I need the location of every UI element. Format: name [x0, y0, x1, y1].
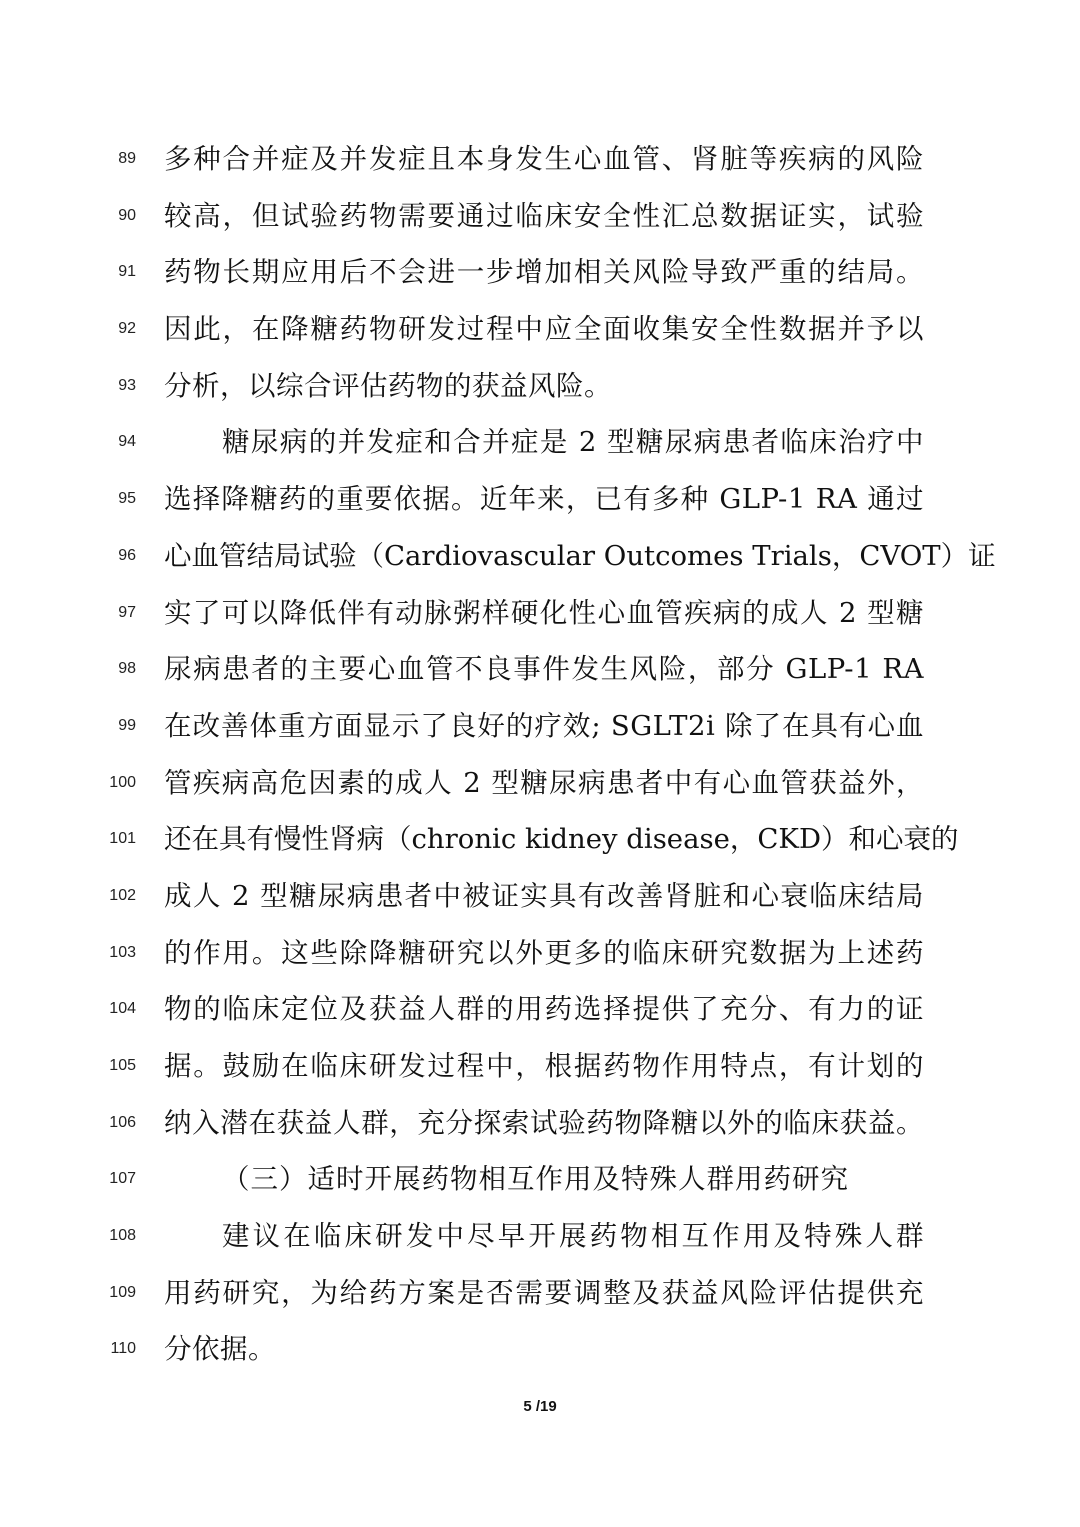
- body-text: 成人 2 型糖尿病患者中被证实具有改善肾脏和心衰临床结局: [164, 879, 924, 912]
- text-line: [0, 188, 1080, 245]
- body-text: 还在具有慢性肾病（chronic kidney disease，CKD）和心衰的: [164, 823, 959, 856]
- line-number: 102: [109, 886, 136, 904]
- text-line: [0, 981, 1080, 1038]
- line-number: 107: [109, 1170, 136, 1188]
- text-line: [0, 925, 1080, 982]
- body-text: 多种合并症及并发症且本身发生心血管、肾脏等疾病的风险: [164, 143, 924, 175]
- body-text: 糖尿病的并发症和合并症是 2 型糖尿病患者临床治疗中: [222, 426, 924, 459]
- line-number: 97: [118, 603, 136, 621]
- text-line: [0, 868, 1080, 925]
- text-line: [0, 471, 1080, 528]
- body-text: 因此，在降糖药物研发过程中应全面收集安全性数据并予以: [164, 313, 924, 346]
- body-text: 分析，以综合评估药物的获益风险。: [164, 369, 612, 402]
- body-text: 在改善体重方面显示了良好的疗效; SGLT2i 除了在具有心血: [164, 709, 924, 742]
- body-text: 物的临床定位及获益人群的用药选择提供了充分、有力的证: [164, 993, 924, 1026]
- line-number: 110: [110, 1340, 136, 1358]
- text-line: [0, 811, 1080, 868]
- line-number: 98: [118, 660, 136, 678]
- body-text: 建议在临床研发中尽早开展药物相互作用及特殊人群: [222, 1220, 924, 1253]
- line-number: 91: [118, 263, 136, 281]
- text-line: [0, 301, 1080, 358]
- text-line: [0, 1151, 1080, 1208]
- text-line: [0, 698, 1080, 755]
- body-text: 心血管结局试验（Cardiovascular Outcomes Trials，CVOT）证: [164, 539, 996, 572]
- body-text: 纳入潜在获益人群，充分探索试验药物降糖以外的临床获益。: [164, 1106, 924, 1139]
- text-line: [0, 131, 1080, 188]
- text-line: [0, 1038, 1080, 1095]
- line-number: 89: [118, 150, 136, 167]
- line-number: 90: [118, 206, 136, 224]
- line-number: 105: [109, 1057, 136, 1074]
- page-number: 5 /19: [523, 1398, 557, 1415]
- body-text: 尿病患者的主要心血管不良事件发生风险，部分 GLP-1 RA: [164, 653, 924, 686]
- text-line: [0, 1208, 1080, 1265]
- text-line: [0, 244, 1080, 301]
- line-number: 106: [109, 1113, 136, 1131]
- text-line: [0, 414, 1080, 471]
- line-number: 94: [118, 433, 136, 451]
- text-line: [0, 358, 1080, 415]
- text-line: [0, 755, 1080, 812]
- text-line: [0, 585, 1080, 642]
- line-number: 103: [109, 943, 136, 961]
- body-text: 的作用。这些除降糖研究以外更多的临床研究数据为上述药: [164, 936, 924, 969]
- line-number: 93: [118, 376, 136, 394]
- text-line: [0, 641, 1080, 698]
- text-line: [0, 1321, 1080, 1378]
- body-text: 管疾病高危因素的成人 2 型糖尿病患者中有心血管获益外，: [164, 766, 924, 799]
- body-text: 实了可以降低伴有动脉粥样硬化性心血管疾病的成人 2 型糖: [164, 596, 924, 629]
- body-text: 据。鼓励在临床研发过程中，根据药物作用特点，有计划的: [164, 1050, 924, 1082]
- line-number: 104: [109, 1000, 136, 1018]
- section-heading: （三）适时开展药物相互作用及特殊人群用药研究: [222, 1163, 849, 1196]
- line-number: 95: [118, 490, 136, 508]
- body-text: 药物长期应用后不会进一步增加相关风险导致严重的结局。: [164, 256, 924, 289]
- text-line: [0, 1095, 1080, 1152]
- body-text: 选择降糖药的重要依据。近年来，已有多种 GLP-1 RA 通过: [164, 483, 924, 516]
- line-number: 101: [109, 830, 136, 848]
- line-number: 92: [118, 320, 136, 338]
- body-text: 用药研究，为给药方案是否需要调整及获益风险评估提供充: [164, 1276, 924, 1309]
- body-text: 较高，但试验药物需要通过临床安全性汇总数据证实，试验: [164, 199, 924, 232]
- text-line: [0, 528, 1080, 585]
- line-number: 109: [109, 1283, 136, 1301]
- line-number: 100: [109, 773, 136, 791]
- body-text: 分依据。: [164, 1333, 276, 1366]
- numbered-lines: [0, 131, 1080, 1378]
- line-number: 108: [109, 1227, 136, 1245]
- text-line: [0, 1265, 1080, 1322]
- line-number: 96: [118, 546, 136, 564]
- line-number: 99: [118, 716, 136, 734]
